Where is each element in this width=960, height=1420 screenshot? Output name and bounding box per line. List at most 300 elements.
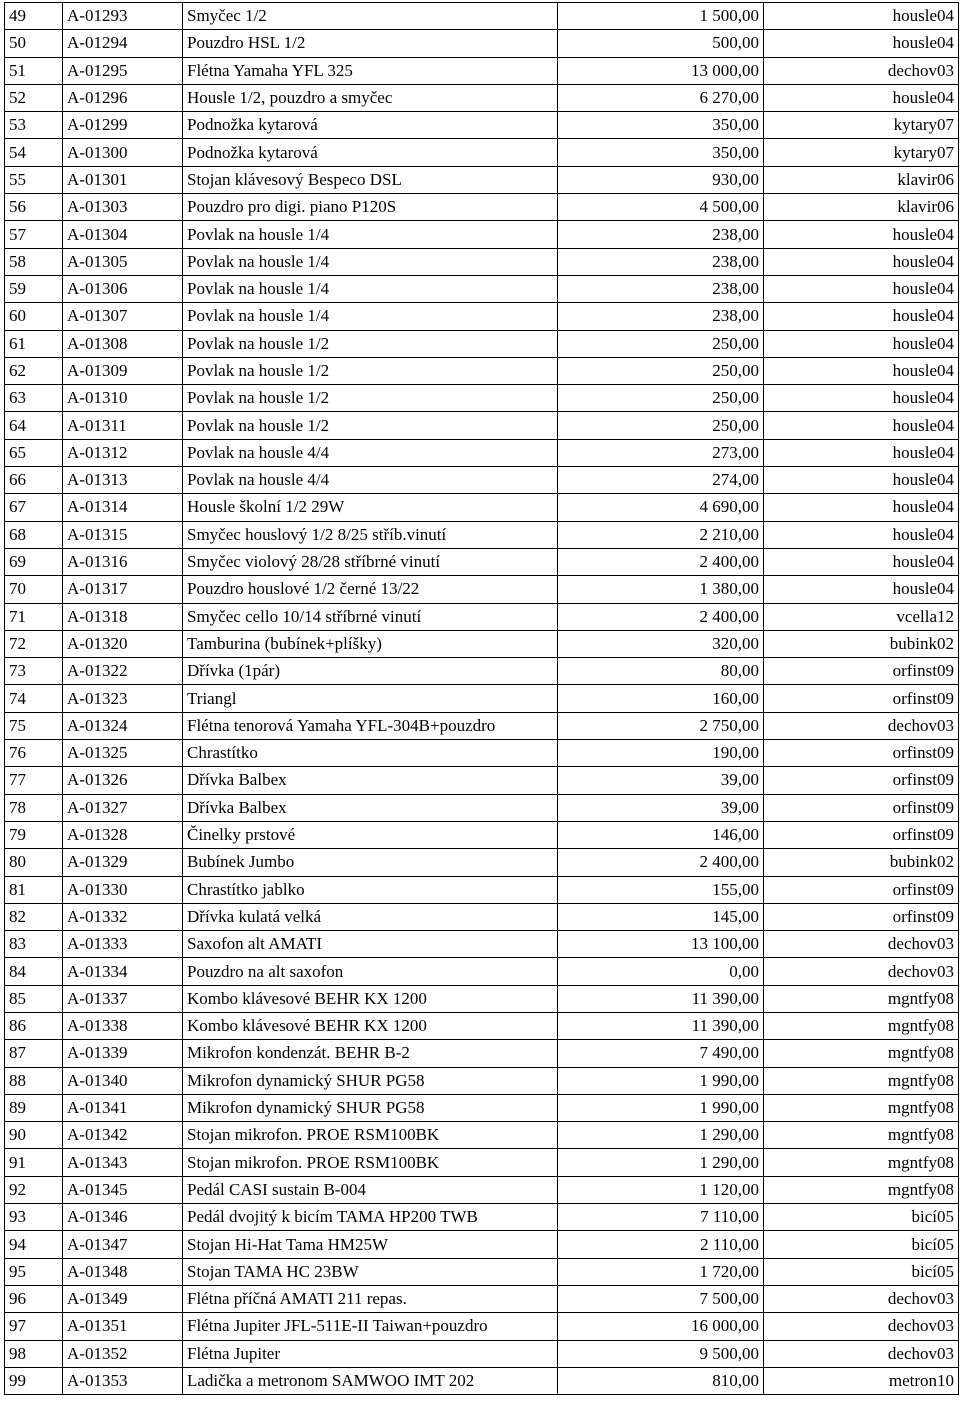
item-price: 238,00: [558, 303, 764, 330]
item-location: housle04: [764, 357, 959, 384]
row-number: 54: [5, 139, 63, 166]
item-location: mgntfy08: [764, 1149, 959, 1176]
item-location: housle04: [764, 576, 959, 603]
table-row: [5, 112, 959, 139]
item-name: Povlak na housle 4/4: [183, 439, 558, 466]
item-code: A-01346: [63, 1204, 183, 1231]
item-name: Smyčec houslový 1/2 8/25 stříb.vinutí: [183, 521, 558, 548]
row-number: 61: [5, 330, 63, 357]
row-number: 86: [5, 1012, 63, 1039]
item-name: Smyčec 1/2: [183, 3, 558, 30]
item-name: Povlak na housle 4/4: [183, 467, 558, 494]
item-location: dechov03: [764, 958, 959, 985]
item-location: orfinst09: [764, 658, 959, 685]
row-number: 57: [5, 221, 63, 248]
row-number: 76: [5, 740, 63, 767]
item-code: A-01328: [63, 821, 183, 848]
table-row: [5, 385, 959, 412]
item-price: 250,00: [558, 357, 764, 384]
row-number: 50: [5, 30, 63, 57]
item-location: orfinst09: [764, 740, 959, 767]
item-price: 145,00: [558, 903, 764, 930]
item-price: 250,00: [558, 412, 764, 439]
item-price: 13 000,00: [558, 57, 764, 84]
item-location: orfinst09: [764, 876, 959, 903]
row-number: 75: [5, 712, 63, 739]
table-row: [5, 521, 959, 548]
item-name: Pouzdro HSL 1/2: [183, 30, 558, 57]
item-price: 2 210,00: [558, 521, 764, 548]
item-location: dechov03: [764, 1340, 959, 1367]
item-code: A-01304: [63, 221, 183, 248]
row-number: 90: [5, 1122, 63, 1149]
item-code: A-01352: [63, 1340, 183, 1367]
item-price: 1 290,00: [558, 1149, 764, 1176]
item-price: 11 390,00: [558, 1012, 764, 1039]
row-number: 60: [5, 303, 63, 330]
table-row: [5, 794, 959, 821]
item-location: mgntfy08: [764, 985, 959, 1012]
item-code: A-01317: [63, 576, 183, 603]
table-row: [5, 767, 959, 794]
table-row: [5, 931, 959, 958]
table-row: [5, 958, 959, 985]
item-price: 0,00: [558, 958, 764, 985]
item-location: housle04: [764, 412, 959, 439]
item-name: Ladička a metronom SAMWOO IMT 202: [183, 1367, 558, 1394]
item-location: kytary07: [764, 139, 959, 166]
item-name: Povlak na housle 1/4: [183, 248, 558, 275]
table-row: [5, 494, 959, 521]
item-price: 1 990,00: [558, 1094, 764, 1121]
item-location: orfinst09: [764, 794, 959, 821]
item-name: Dřívka Balbex: [183, 767, 558, 794]
row-number: 56: [5, 194, 63, 221]
item-price: 238,00: [558, 275, 764, 302]
row-number: 65: [5, 439, 63, 466]
table-row: [5, 412, 959, 439]
row-number: 85: [5, 985, 63, 1012]
item-code: A-01312: [63, 439, 183, 466]
item-price: 350,00: [558, 112, 764, 139]
item-location: orfinst09: [764, 821, 959, 848]
item-location: dechov03: [764, 1285, 959, 1312]
item-code: A-01320: [63, 630, 183, 657]
table-row: [5, 194, 959, 221]
table-row: [5, 1231, 959, 1258]
row-number: 69: [5, 548, 63, 575]
table-row: [5, 357, 959, 384]
item-price: 155,00: [558, 876, 764, 903]
item-code: A-01323: [63, 685, 183, 712]
item-name: Chrastítko: [183, 740, 558, 767]
row-number: 62: [5, 357, 63, 384]
table-row: [5, 1122, 959, 1149]
table-row: [5, 1176, 959, 1203]
row-number: 68: [5, 521, 63, 548]
item-name: Flétna příčná AMATI 211 repas.: [183, 1285, 558, 1312]
table-row: [5, 57, 959, 84]
item-price: 1 990,00: [558, 1067, 764, 1094]
item-code: A-01347: [63, 1231, 183, 1258]
item-code: A-01309: [63, 357, 183, 384]
item-price: 350,00: [558, 139, 764, 166]
row-number: 92: [5, 1176, 63, 1203]
item-name: Pouzdro houslové 1/2 černé 13/22: [183, 576, 558, 603]
item-location: mgntfy08: [764, 1094, 959, 1121]
row-number: 58: [5, 248, 63, 275]
item-location: housle04: [764, 248, 959, 275]
row-number: 95: [5, 1258, 63, 1285]
item-location: housle04: [764, 494, 959, 521]
table-row: [5, 30, 959, 57]
table-row: [5, 1258, 959, 1285]
item-price: 2 400,00: [558, 849, 764, 876]
item-price: 146,00: [558, 821, 764, 848]
item-name: Flétna tenorová Yamaha YFL-304B+pouzdro: [183, 712, 558, 739]
table-row: [5, 467, 959, 494]
item-code: A-01316: [63, 548, 183, 575]
item-name: Housle školní 1/2 29W: [183, 494, 558, 521]
row-number: 97: [5, 1313, 63, 1340]
item-code: A-01329: [63, 849, 183, 876]
item-name: Povlak na housle 1/2: [183, 357, 558, 384]
item-name: Bubínek Jumbo: [183, 849, 558, 876]
item-code: A-01324: [63, 712, 183, 739]
item-name: Stojan Hi-Hat Tama HM25W: [183, 1231, 558, 1258]
row-number: 49: [5, 3, 63, 30]
table-row: [5, 84, 959, 111]
table-row: [5, 985, 959, 1012]
item-code: A-01310: [63, 385, 183, 412]
table-row: [5, 1067, 959, 1094]
table-row: [5, 139, 959, 166]
item-code: A-01342: [63, 1122, 183, 1149]
item-name: Podnožka kytarová: [183, 112, 558, 139]
item-name: Povlak na housle 1/4: [183, 221, 558, 248]
item-name: Stojan mikrofon. PROE RSM100BK: [183, 1122, 558, 1149]
item-name: Flétna Yamaha YFL 325: [183, 57, 558, 84]
item-name: Stojan klávesový Bespeco DSL: [183, 166, 558, 193]
item-name: Dřívka (1pár): [183, 658, 558, 685]
item-code: A-01307: [63, 303, 183, 330]
item-price: 16 000,00: [558, 1313, 764, 1340]
item-code: A-01326: [63, 767, 183, 794]
row-number: 94: [5, 1231, 63, 1258]
row-number: 96: [5, 1285, 63, 1312]
item-code: A-01294: [63, 30, 183, 57]
table-row: [5, 1149, 959, 1176]
item-name: Činelky prstové: [183, 821, 558, 848]
table-row: [5, 1367, 959, 1394]
item-name: Stojan mikrofon. PROE RSM100BK: [183, 1149, 558, 1176]
item-location: housle04: [764, 30, 959, 57]
inventory-table: [4, 2, 959, 1395]
item-price: 7 490,00: [558, 1040, 764, 1067]
item-code: A-01293: [63, 3, 183, 30]
row-number: 82: [5, 903, 63, 930]
table-row: [5, 685, 959, 712]
item-name: Smyčec cello 10/14 stříbrné vinutí: [183, 603, 558, 630]
table-row: [5, 439, 959, 466]
row-number: 52: [5, 84, 63, 111]
item-price: 13 100,00: [558, 931, 764, 958]
inventory-table-body: [5, 3, 959, 1395]
item-name: Povlak na housle 1/4: [183, 303, 558, 330]
item-name: Kombo klávesové BEHR KX 1200: [183, 1012, 558, 1039]
item-location: bicí05: [764, 1231, 959, 1258]
item-code: A-01303: [63, 194, 183, 221]
row-number: 80: [5, 849, 63, 876]
item-name: Housle 1/2, pouzdro a smyčec: [183, 84, 558, 111]
table-row: [5, 166, 959, 193]
item-code: A-01348: [63, 1258, 183, 1285]
table-row: [5, 740, 959, 767]
row-number: 84: [5, 958, 63, 985]
item-location: vcella12: [764, 603, 959, 630]
item-code: A-01305: [63, 248, 183, 275]
item-code: A-01330: [63, 876, 183, 903]
item-price: 2 400,00: [558, 548, 764, 575]
item-name: Smyčec violový 28/28 stříbrné vinutí: [183, 548, 558, 575]
item-name: Povlak na housle 1/4: [183, 275, 558, 302]
item-code: A-01338: [63, 1012, 183, 1039]
item-price: 190,00: [558, 740, 764, 767]
item-location: housle04: [764, 275, 959, 302]
item-name: Flétna Jupiter JFL-511E-II Taiwan+pouzdro: [183, 1313, 558, 1340]
table-row: [5, 303, 959, 330]
item-code: A-01339: [63, 1040, 183, 1067]
item-location: metron10: [764, 1367, 959, 1394]
item-name: Mikrofon kondenzát. BEHR B-2: [183, 1040, 558, 1067]
item-code: A-01314: [63, 494, 183, 521]
row-number: 81: [5, 876, 63, 903]
table-row: [5, 603, 959, 630]
item-code: A-01311: [63, 412, 183, 439]
item-location: bicí05: [764, 1258, 959, 1285]
item-location: housle04: [764, 521, 959, 548]
row-number: 88: [5, 1067, 63, 1094]
row-number: 53: [5, 112, 63, 139]
item-name: Flétna Jupiter: [183, 1340, 558, 1367]
item-name: Pouzdro pro digi. piano P120S: [183, 194, 558, 221]
table-row: [5, 1094, 959, 1121]
item-code: A-01308: [63, 330, 183, 357]
item-code: A-01345: [63, 1176, 183, 1203]
item-code: A-01340: [63, 1067, 183, 1094]
table-row: [5, 1313, 959, 1340]
row-number: 78: [5, 794, 63, 821]
item-location: mgntfy08: [764, 1012, 959, 1039]
table-row: [5, 248, 959, 275]
item-price: 1 290,00: [558, 1122, 764, 1149]
item-location: bubink02: [764, 630, 959, 657]
row-number: 83: [5, 931, 63, 958]
row-number: 93: [5, 1204, 63, 1231]
item-price: 1 380,00: [558, 576, 764, 603]
row-number: 91: [5, 1149, 63, 1176]
item-price: 1 120,00: [558, 1176, 764, 1203]
item-price: 80,00: [558, 658, 764, 685]
item-name: Povlak na housle 1/2: [183, 385, 558, 412]
row-number: 63: [5, 385, 63, 412]
item-location: dechov03: [764, 1313, 959, 1340]
table-row: [5, 275, 959, 302]
item-location: mgntfy08: [764, 1067, 959, 1094]
item-code: A-01351: [63, 1313, 183, 1340]
item-code: A-01325: [63, 740, 183, 767]
item-location: housle04: [764, 548, 959, 575]
item-price: 11 390,00: [558, 985, 764, 1012]
table-row: [5, 1204, 959, 1231]
item-price: 930,00: [558, 166, 764, 193]
item-code: A-01306: [63, 275, 183, 302]
row-number: 72: [5, 630, 63, 657]
item-name: Dřívka kulatá velká: [183, 903, 558, 930]
item-price: 1 720,00: [558, 1258, 764, 1285]
table-row: [5, 1012, 959, 1039]
item-location: mgntfy08: [764, 1176, 959, 1203]
table-row: [5, 1285, 959, 1312]
item-location: housle04: [764, 3, 959, 30]
row-number: 87: [5, 1040, 63, 1067]
item-name: Dřívka Balbex: [183, 794, 558, 821]
item-name: Podnožka kytarová: [183, 139, 558, 166]
item-price: 250,00: [558, 330, 764, 357]
row-number: 59: [5, 275, 63, 302]
item-location: housle04: [764, 84, 959, 111]
row-number: 89: [5, 1094, 63, 1121]
row-number: 66: [5, 467, 63, 494]
item-location: klavir06: [764, 166, 959, 193]
item-name: Povlak na housle 1/2: [183, 412, 558, 439]
item-location: mgntfy08: [764, 1040, 959, 1067]
table-row: [5, 903, 959, 930]
item-price: 238,00: [558, 221, 764, 248]
item-location: housle04: [764, 467, 959, 494]
item-price: 2 400,00: [558, 603, 764, 630]
item-location: housle04: [764, 303, 959, 330]
item-price: 500,00: [558, 30, 764, 57]
item-name: Tamburina (bubínek+plíšky): [183, 630, 558, 657]
item-code: A-01300: [63, 139, 183, 166]
item-price: 6 270,00: [558, 84, 764, 111]
item-price: 2 750,00: [558, 712, 764, 739]
row-number: 73: [5, 658, 63, 685]
table-row: [5, 1340, 959, 1367]
item-location: orfinst09: [764, 903, 959, 930]
table-row: [5, 3, 959, 30]
item-price: 7 500,00: [558, 1285, 764, 1312]
item-price: 274,00: [558, 467, 764, 494]
item-name: Povlak na housle 1/2: [183, 330, 558, 357]
item-name: Kombo klávesové BEHR KX 1200: [183, 985, 558, 1012]
item-location: housle04: [764, 221, 959, 248]
item-code: A-01296: [63, 84, 183, 111]
row-number: 99: [5, 1367, 63, 1394]
row-number: 64: [5, 412, 63, 439]
item-price: 4 500,00: [558, 194, 764, 221]
row-number: 71: [5, 603, 63, 630]
item-code: A-01322: [63, 658, 183, 685]
row-number: 51: [5, 57, 63, 84]
item-price: 4 690,00: [558, 494, 764, 521]
item-code: A-01349: [63, 1285, 183, 1312]
item-code: A-01313: [63, 467, 183, 494]
row-number: 67: [5, 494, 63, 521]
item-price: 273,00: [558, 439, 764, 466]
item-name: Mikrofon dynamický SHUR PG58: [183, 1067, 558, 1094]
item-name: Stojan TAMA HC 23BW: [183, 1258, 558, 1285]
row-number: 70: [5, 576, 63, 603]
table-row: [5, 876, 959, 903]
item-location: kytary07: [764, 112, 959, 139]
table-row: [5, 330, 959, 357]
item-code: A-01301: [63, 166, 183, 193]
item-name: Pedál CASI sustain B-004: [183, 1176, 558, 1203]
item-code: A-01353: [63, 1367, 183, 1394]
row-number: 55: [5, 166, 63, 193]
item-location: bicí05: [764, 1204, 959, 1231]
item-price: 320,00: [558, 630, 764, 657]
item-code: A-01315: [63, 521, 183, 548]
item-location: orfinst09: [764, 767, 959, 794]
table-row: [5, 658, 959, 685]
item-location: orfinst09: [764, 685, 959, 712]
table-row: [5, 576, 959, 603]
item-code: A-01333: [63, 931, 183, 958]
item-price: 238,00: [558, 248, 764, 275]
item-price: 7 110,00: [558, 1204, 764, 1231]
item-location: mgntfy08: [764, 1122, 959, 1149]
item-code: A-01295: [63, 57, 183, 84]
item-code: A-01327: [63, 794, 183, 821]
row-number: 74: [5, 685, 63, 712]
table-row: [5, 849, 959, 876]
item-location: dechov03: [764, 931, 959, 958]
item-location: klavir06: [764, 194, 959, 221]
item-name: Mikrofon dynamický SHUR PG58: [183, 1094, 558, 1121]
item-code: A-01337: [63, 985, 183, 1012]
item-location: housle04: [764, 385, 959, 412]
item-code: A-01343: [63, 1149, 183, 1176]
item-name: Pouzdro na alt saxofon: [183, 958, 558, 985]
item-code: A-01341: [63, 1094, 183, 1121]
item-price: 39,00: [558, 794, 764, 821]
item-price: 2 110,00: [558, 1231, 764, 1258]
table-row: [5, 630, 959, 657]
item-price: 810,00: [558, 1367, 764, 1394]
item-price: 250,00: [558, 385, 764, 412]
item-location: housle04: [764, 439, 959, 466]
item-location: dechov03: [764, 57, 959, 84]
item-code: A-01334: [63, 958, 183, 985]
table-row: [5, 712, 959, 739]
item-price: 9 500,00: [558, 1340, 764, 1367]
item-location: dechov03: [764, 712, 959, 739]
item-code: A-01299: [63, 112, 183, 139]
item-name: Pedál dvojitý k bicím TAMA HP200 TWB: [183, 1204, 558, 1231]
table-row: [5, 821, 959, 848]
item-code: A-01332: [63, 903, 183, 930]
item-name: Saxofon alt AMATI: [183, 931, 558, 958]
item-price: 160,00: [558, 685, 764, 712]
item-code: A-01318: [63, 603, 183, 630]
item-name: Triangl: [183, 685, 558, 712]
table-row: [5, 548, 959, 575]
item-price: 1 500,00: [558, 3, 764, 30]
table-row: [5, 1040, 959, 1067]
